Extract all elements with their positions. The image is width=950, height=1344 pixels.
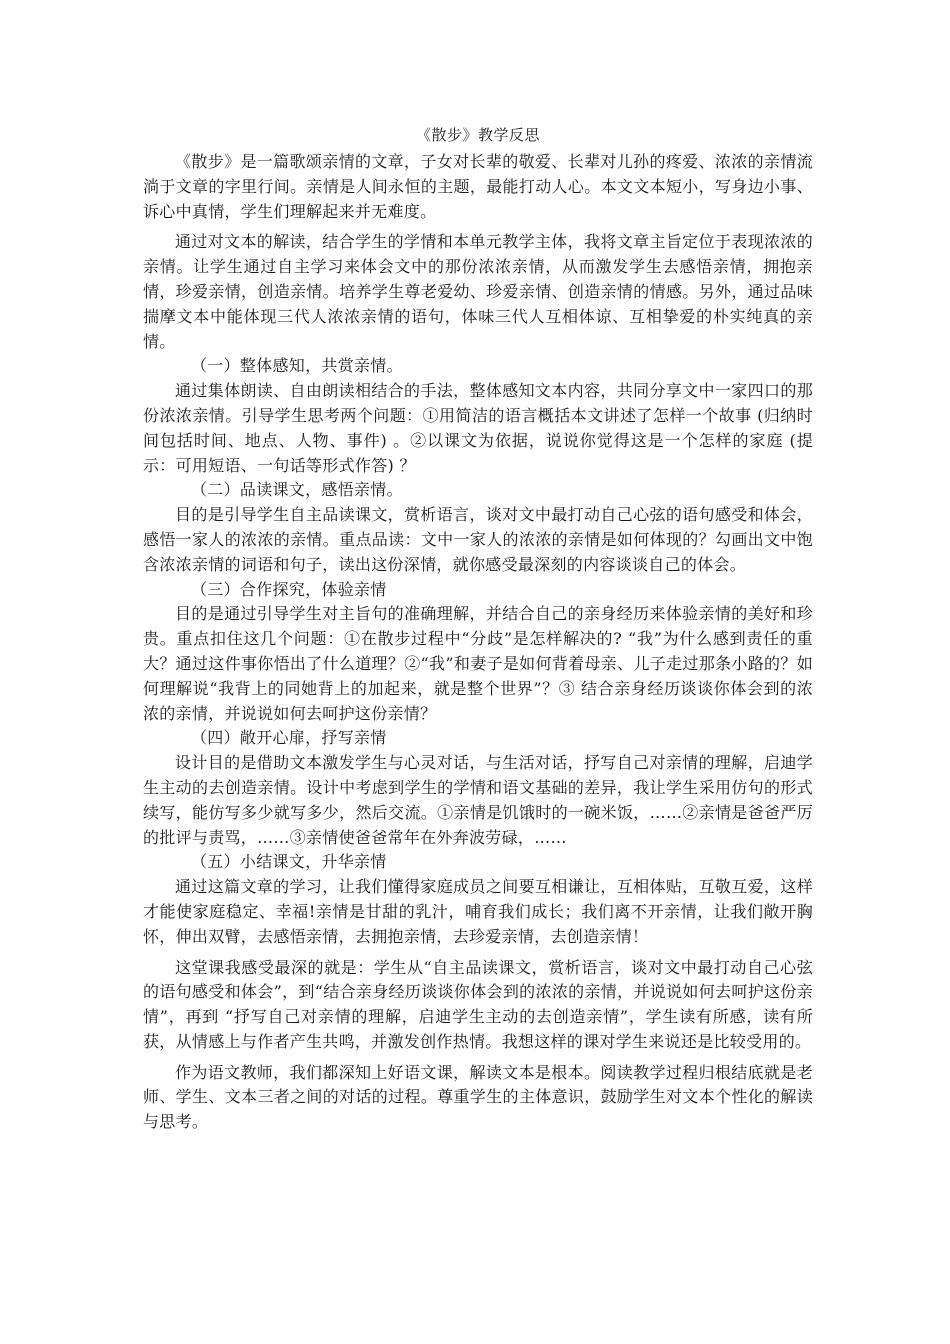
- document-body: [143, 124, 813, 1135]
- paragraph-section-1: 通过集体朗读、自由朗读相结合的手法，整体感知文本内容，共同分享文中一家四口的那份浓浓亲情。引导学生思考两个问题：①用简洁的语言概括本文讲述了怎样一个故事 (归纳时间包括时间、地点、人物、事件) 。②以课文为依据，说说你觉得这是一个怎样的家庭 (提示：可用短语、一句话等形式作答) ？: [143, 381, 813, 475]
- paragraph-conclusion: 作为语文教师，我们都深知上好语文课，解读文本是根本。阅读教学过程归根结底就是老师、学生、文本三者之间的对话的过程。尊重学生的主体意识，鼓励学生对文本个性化的解读与思考。: [143, 1062, 813, 1132]
- paragraph-section-5: 通过这篇文章的学习，让我们懂得家庭成员之间要互相谦让，互相体贴，互敬互爱，这样才能使家庭稳定、幸福!亲情是甘甜的乳汁，哺育我们成长；我们离不开亲情，让我们敞开胸怀，伸出双臂，去感悟亲情，去拥抱亲情，去珍爱亲情，去创造亲情！: [143, 877, 813, 946]
- paragraph-section-2: 目的是引导学生自主品读课文，赏析语言，谈对文中最打动自己心弦的语句感受和体会，感悟一家人的浓浓的亲情。重点品读：文中一家人的浓浓的亲情是如何体现的？勾画出文中饱含浓浓亲情的词语和句子，读出这份深情，就你感受最深刻的内容谈谈自己的体会。: [143, 505, 813, 574]
- paragraph-reflection: 这堂课我感受最深的就是：学生从“自主品读课文，赏析语言，谈对文中最打动自己心弦的语句感受和体会”，到“结合亲身经历谈谈你体会到的浓浓的亲情，并说说如何去呵护这份亲情”，再到 “抒写自己对亲情的理解，启迪学生主动的去创造亲情”，学生读有所感，读有所获，从情感上与作者产生共鸣，并激发创作热情。我想这样的课对学生来说还是比较受用的。: [143, 957, 813, 1051]
- paragraph-section-3: 目的是通过引导学生对主旨句的准确理解，并结合自己的亲身经历来体验亲情的美好和珍贵。重点扣住这几个问题：①在散步过程中“分歧”是怎样解决的? “我”为什么感到责任的重大？通过这件事你悟出了什么道理？②“我”和妻子是如何背着母亲、儿子走过那条小路的？如何理解说“我背上的同她背上的加起来，就是整个世界”？③ 结合亲身经历谈谈你体会到的浓浓的亲情，并说说如何去呵护这份亲情？: [143, 604, 813, 723]
- section-heading-1: （一）整体感知，共赏亲情。: [191, 356, 403, 376]
- paragraph-theme: 通过对文本的解读，结合学生的学情和本单元教学主体，我将文章主旨定位于表现浓浓的亲情。让学生通过自主学习来体会文中的那份浓浓亲情，从而激发学生去感悟亲情，拥抱亲情，珍爱亲情，创造亲情。培养学生尊老爱幼、珍爱亲情、创造亲情的情感。另外，通过品味揣摩文本中能体现三代人浓浓亲情的语句，体味三代人互相体谅、互相挚爱的朴实纯真的亲情。: [143, 232, 813, 351]
- document-title: 《散步》教学反思: [415, 126, 540, 144]
- paragraph-intro: 《散步》是一篇歌颂亲情的文章，子女对长辈的敬爱、长辈对儿孙的疼爱、浓浓的亲情流淌于文章的字里行间。亲情是人间永恒的主题，最能打动人心。本文文本短小，写身边小事、诉心中真情，学生们理解起来并无难度。: [143, 152, 813, 221]
- paragraph-section-4: 设计目的是借助文本激发学生与心灵对话，与生活对话，抒写自己对亲情的理解，启迪学生主动的去创造亲情。设计中考虑到学生的学情和语文基础的差异，我让学生采用仿句的形式续写，能仿写多少就写多少，然后交流。①亲情是饥饿时的一碗米饭，……②亲情是爸爸严厉的批评与责骂，……③亲情使爸爸常年在外奔波劳碌，……: [143, 753, 813, 847]
- section-heading-5: （五）小结课文，升华亲情: [191, 852, 387, 872]
- section-heading-3: （三）合作探究，体验亲情: [191, 579, 387, 599]
- section-heading-4: （四）敞开心扉，抒写亲情: [191, 728, 387, 748]
- section-heading-2: （二）品读课文，感悟亲情。: [191, 480, 403, 500]
